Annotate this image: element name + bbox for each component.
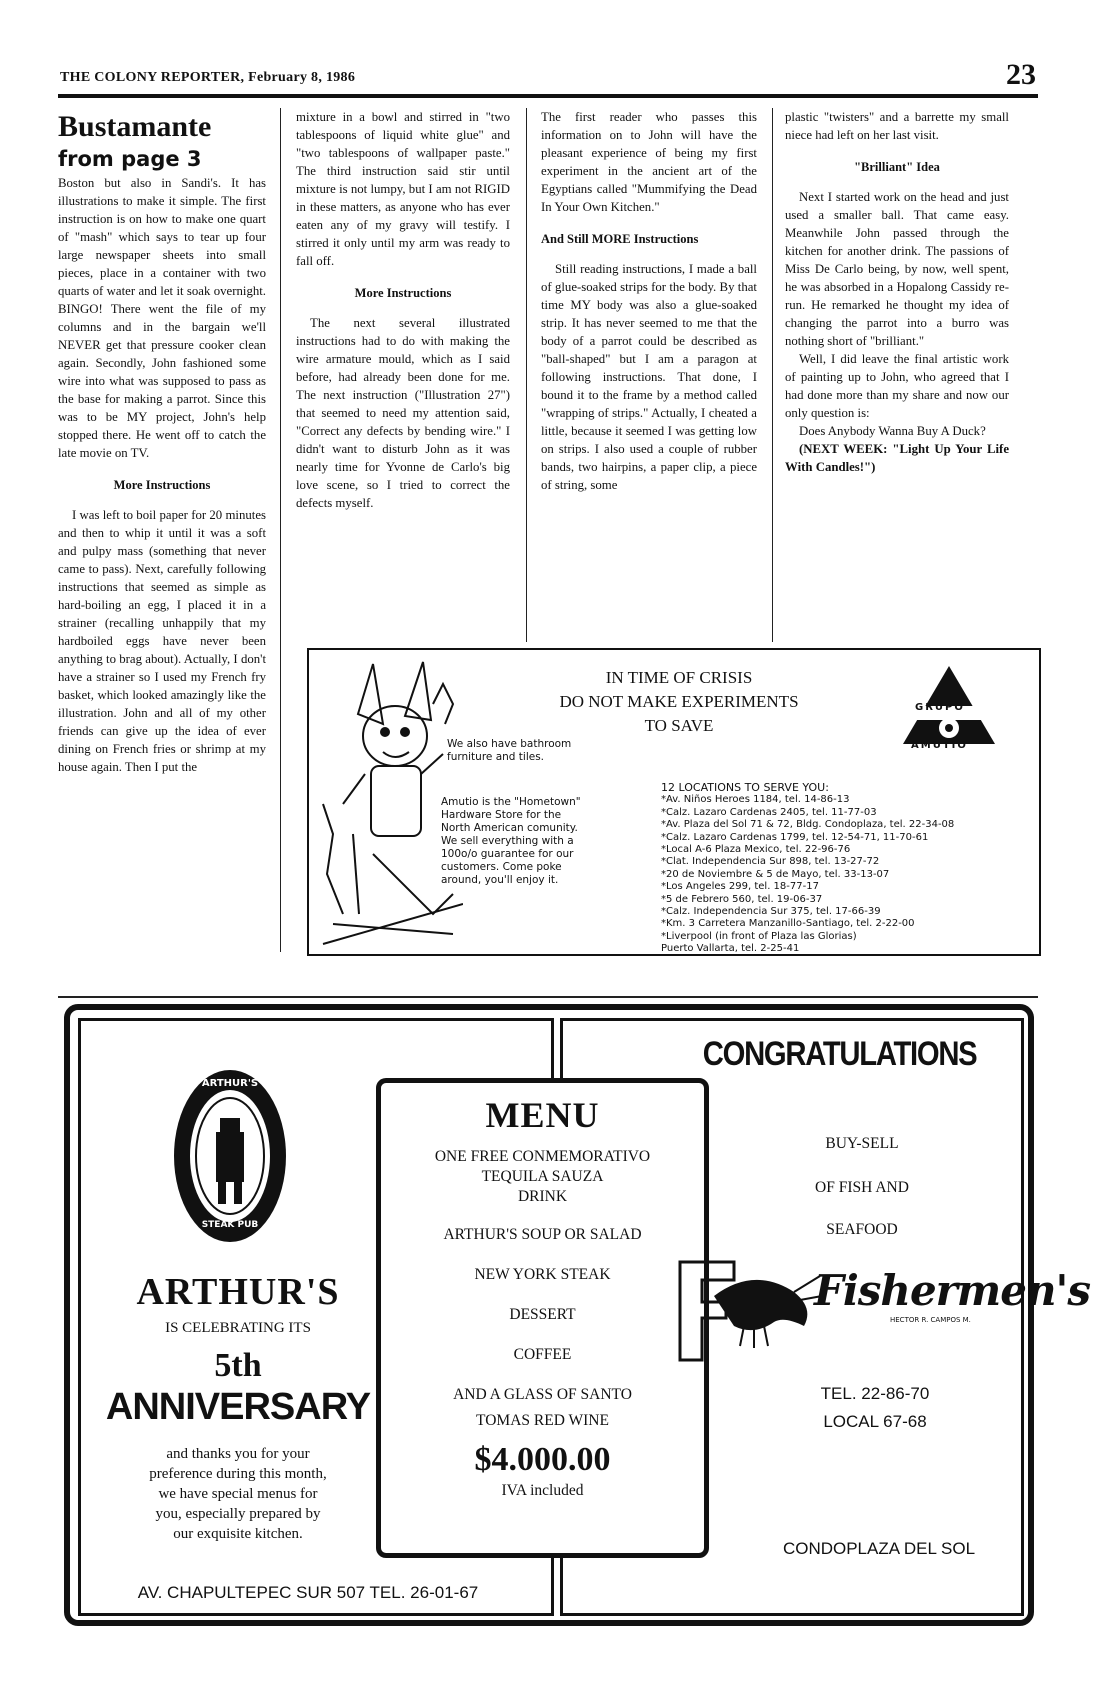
menu-item: COFFEE <box>513 1346 572 1363</box>
anniversary-text: ANNIVERSARY <box>105 1386 371 1428</box>
thanks-line: and thanks you for your <box>166 1446 310 1462</box>
logo-text-bottom: AMUTIO <box>911 740 968 751</box>
menu-item: AND A GLASS OF SANTO <box>453 1386 632 1403</box>
column-rule <box>526 108 527 642</box>
thanks-line: we have special menus for <box>158 1486 318 1502</box>
next-week-teaser: (NEXT WEEK: "Light Up Your Life With Candles!") <box>785 442 1009 474</box>
paper-title: THE COLONY REPORTER, February 8, 1986 <box>60 70 356 85</box>
menu-item: TEQUILA SAUZA <box>481 1168 604 1185</box>
seal-bottom-text: STEAK PUB <box>201 1220 259 1230</box>
locations-list: 12 LOCATIONS TO SERVE YOU: *Av. Niños Heroes 1184, tel. 14-86-13 *Calz. Lazaro Cardenas 2405, tel. 11-77-03 *Av. Plaza del Sol 71 & 72, Bldg. Condoplaza, tel. 22-34-08 *Calz. Lazaro Cardenas 1799, tel. 12-54-71, 11-70-61 *Local A-6 Plaza Mexico, tel. 22-96-76 *Clat. Independencia Sur 898, tel. 13-27-72 *20 de Noviembre & 5 de Mayo, tel. 33-13-07 *Los Angeles 299, tel. 18-77-17 *5 de Febrero 560, tel. 19-06-37 *Calz. Independencia Sur 375, tel. 17-66-39 *Km. 3 Carretera Manzanillo-Santiago, tel. 2-22-00 *Liverpool (in front of Plaza las Glorias) Puerto Vallarta, tel. 2-25-41 <box>661 781 955 955</box>
celebrating-text: IS CELEBRATING ITS <box>165 1320 311 1336</box>
arthurs-name: ARTHUR'S <box>136 1271 340 1313</box>
paragraph: The first reader who passes this information on to John will have the pleasant experience of being my first experiment in the ancient art of the Egyptians called "Mummifying the Dead In Your Own Kitchen." <box>541 110 757 214</box>
fishermens-phone: TEL. 22-86-70 <box>820 1384 930 1403</box>
buy-sell-line: SEAFOOD <box>826 1221 898 1238</box>
paragraph: Boston but also in Sandi's. It has illustrations to make it simple. The first instruction is on how to make one quart of "mash" which says to tear up four large newspaper sheets into small pieces, place in a container with two quarts of water and let it soak overnight. BINGO! There went the file of my columns and in the bargain we'll NEVER get that pressure cooker clean again. Secondly, John fashioned some wire into what was supposed to pass as the base for making a parrot. Since this was to be MY project, John's help stopped there. He went off to catch the late movie on TV. <box>58 176 266 460</box>
section-subhead: More Instructions <box>113 478 211 492</box>
fishermens-owner: HECTOR R. CAMPOS M. <box>890 1316 971 1324</box>
congratulations-banner: CONGRATULATIONS <box>702 1035 977 1073</box>
menu-item: NEW YORK STEAK <box>474 1266 611 1283</box>
page-number: 23 <box>1006 58 1036 91</box>
logo-text-top: GRUPO <box>915 702 965 713</box>
article-column-2 <box>296 108 510 512</box>
hometown-blurb: Amutio is the "Hometown" Hardware Store for the North American comunity. We sell everything with a 100o/o guarantee for our customers. Come poke around, you'll enjoy it. <box>441 796 581 886</box>
fishermens-local: LOCAL 67-68 <box>823 1412 927 1431</box>
masthead <box>58 58 1038 98</box>
menu-item: TOMAS RED WINE <box>476 1412 609 1429</box>
menu-item: DESSERT <box>509 1306 576 1323</box>
paragraph: Still reading instructions, I made a ball of glue-soaked strips for the body. By that time MY body was also a glue-soaked strip. It has never seemed to me that the body of a parrot could be described as "ball-shaped" but I am a paragon at following instructions. That done, I bound it to the frame by a method called "wrapping of strips." Actually, I cheated a little, because it seemed I was getting low on strips. I also used a couple of rubber bands, two hairpins, a paper clip, a piece of string, some <box>541 262 757 492</box>
paragraph: Next I started work on the head and just used a smaller ball. That came easy. Meanwhile John passed through the kitchen for another drink. The passions of Miss De Carlo being, by now, well spent, he was absorbed in a Hopalong Cassidy re-run. He remarked he thought my idea of changing the parrot into a burro was nothing short of "brilliant." <box>785 190 1009 348</box>
thanks-line: preference during this month, <box>149 1466 327 1482</box>
ad-headline: IN TIME OF CRISIS DO NOT MAKE EXPERIMENTS TO SAVE <box>559 668 799 735</box>
menu-title: MENU <box>485 1095 600 1135</box>
menu-item: ARTHUR'S SOUP OR SALAD <box>443 1226 642 1243</box>
paragraph: Does Anybody Wanna Buy A Duck? <box>799 424 986 438</box>
paragraph: I was left to boil paper for 20 minutes and then to whip it until it was a soft and pulpy mass (something that never came to pass). Next, carefully following instructions that seemed as simple as hard-boiling an egg, I placed it in a strainer (recalling unhappily that my hardboiled eggs have never been anything to brag about). Actually, I don't have a strainer so I used my French fry basket, which looked amazingly like the illustration. John and all of my other friends can give up the idea of ever dining on French fries or shrimp at my house again. Then I put the <box>58 508 266 774</box>
section-subhead: "Brilliant" Idea <box>854 160 940 174</box>
fishermens-name: Fishermen's <box>814 1266 1091 1315</box>
seal-top-text: ARTHUR'S <box>201 1078 259 1089</box>
shrimp-logo <box>674 1256 824 1366</box>
column-rule <box>772 108 773 642</box>
fifth-text: 5th <box>214 1347 262 1384</box>
article-column-1 <box>58 110 266 776</box>
paragraph: Well, I did leave the final artistic work of painting up to John, who agreed that I had done more than my share and now our only question is: <box>785 352 1009 420</box>
section-subhead: More Instructions <box>354 286 452 300</box>
subhead: from page 3 <box>58 147 202 171</box>
thanks-line: you, especially prepared by <box>155 1506 321 1522</box>
paragraph: plastic "twisters" and a barrette my small niece had left on her last visit. <box>785 110 1009 142</box>
paragraph: mixture in a bowl and stirred in "two tablespoons of liquid white glue" and "two tablespoons of wallpaper paste." The third instruction said stir until mixture is not lumpy, but I am not RIGID in these matters, as anyone who has ever eaten any of my gravy will testify. I stirred it only until my arm was ready to fall off. <box>296 110 510 268</box>
buy-sell-line: OF FISH AND <box>815 1179 909 1196</box>
headline: Bustamante <box>58 110 212 143</box>
menu-item: DRINK <box>517 1188 568 1205</box>
arthurs-address: AV. CHAPULTEPEC SUR 507 TEL. 26-01-67 <box>137 1583 479 1602</box>
amutio-advertisement <box>307 648 1041 956</box>
iva-note: IVA included <box>501 1482 584 1499</box>
buy-sell-line: BUY-SELL <box>825 1135 899 1152</box>
menu-box <box>376 1078 709 1558</box>
fishermens-address: CONDOPLAZA DEL SOL <box>782 1539 976 1558</box>
article-column-3 <box>541 108 757 494</box>
restaurant-advertisement <box>64 1004 1091 1626</box>
thanks-line: our exquisite kitchen. <box>173 1526 303 1542</box>
arthurs-seal-logo <box>170 1066 290 1246</box>
bathroom-note: We also have bathroom furniture and tiles. <box>447 738 572 763</box>
menu-price: $4.000.00 <box>474 1441 611 1478</box>
section-subhead: And Still MORE Instructions <box>541 232 699 246</box>
section-divider <box>58 996 1038 998</box>
article-column-4 <box>785 108 1009 476</box>
paragraph: The next several illustrated instructions had to do with making the wire armature mould, which as I said before, had already been done for me. The next instruction ("Illustration 27") that seemed to need my attention said, "Correct any defects by bending wire." I didn't want to disturb John as it was nearly time for Yvonne de Carlo's big love scene, so I tried to correct the defects myself. <box>296 316 510 510</box>
column-rule <box>280 108 281 952</box>
menu-item: ONE FREE CONMEMORATIVO <box>434 1148 651 1165</box>
